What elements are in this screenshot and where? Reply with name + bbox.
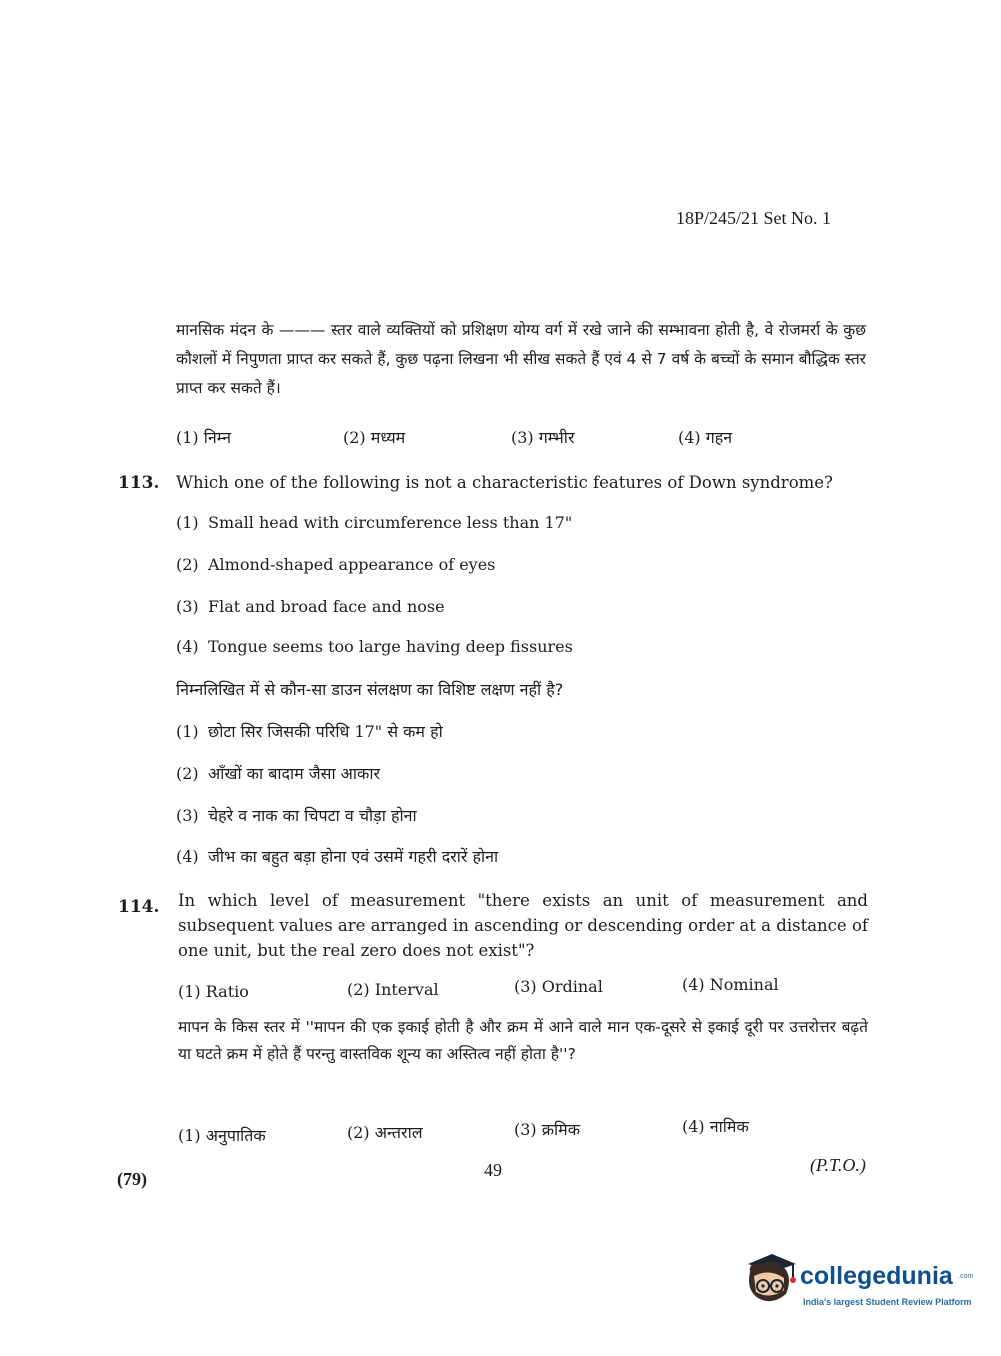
q114-hi-option-1: (1) अनुपातिक (178, 1126, 266, 1145)
page-number: 49 (484, 1160, 502, 1180)
q112-hindi-text: मानसिक मंदन के ——— स्तर वाले व्यक्तियों को प्रशिक्षण योग्य वर्ग में रखे जाने की सम्भावना होती है, वे रोजमर्रा के कुछ कौशलों में निपुणता प्राप्त कर सकते हैं, कुछ पढ़ना लिखना भी सीख सकते हैं एवं 4 से 7 वर्ष के बच्चों के समान बौद्धिक स्तर प्राप्त कर सकते हैं। (176, 321, 866, 397)
q114-hi-option-2: (2) अन्तराल (347, 1123, 423, 1142)
q113-number: 113. (118, 473, 160, 493)
q113-hi-option-4: (4) जीभ का बहुत बड़ा होना एवं उसमें गहरी दरारें होना (176, 847, 499, 866)
set-number: 18P/245/21 Set No. 1 (676, 208, 832, 228)
q114-en-option-1: (1) Ratio (178, 982, 249, 1001)
q112-option-1: (1) निम्न (176, 428, 232, 447)
footer-code: (79) (117, 1169, 147, 1189)
q113-hi-option-3: (3) चेहरे व नाक का चिपटा व चौड़ा होना (176, 806, 417, 825)
q113-question-en: Which one of the following is not a characteristic features of Down syndrome? (176, 473, 833, 492)
collegedunia-logo-suffix: .com (958, 1273, 974, 1280)
q114-question-en: In which level of measurement "there exists an unit of measurement and subsequent values are arranged in ascending or descending order at a distance of one unit, but the real zero does not exist"? (178, 891, 868, 960)
q113-en-option-4: (4) Tongue seems too large having deep fissures (176, 637, 573, 656)
q114-hi-option-3: (3) क्रमिक (514, 1120, 581, 1139)
q112-option-2: (2) मध्यम (343, 428, 406, 447)
q113-en-option-1: (1) Small head with circumference less than 17" (176, 513, 573, 532)
q113-hi-option-1: (1) छोटा सिर जिसकी परिधि 17" से कम हो (176, 722, 443, 741)
q113-question-hi: निम्नलिखित में से कौन-सा डाउन संलक्षण का विशिष्ट लक्षण नहीं है? (176, 680, 564, 699)
q112-option-4: (4) गहन (678, 428, 733, 447)
q113-en-option-2: (2) Almond-shaped appearance of eyes (176, 555, 496, 574)
q113-en-option-3: (3) Flat and broad face and nose (176, 597, 445, 616)
q112-option-3: (3) गम्भीर (511, 428, 575, 447)
q114-hi-option-4: (4) नामिक (682, 1117, 749, 1136)
q114-number: 114. (118, 897, 160, 917)
q114-en-option-3: (3) Ordinal (514, 977, 603, 996)
collegedunia-tagline: India's largest Student Review Platform (803, 1297, 972, 1307)
q114-en-option-4: (4) Nominal (682, 975, 779, 994)
collegedunia-mascot-icon (742, 1250, 798, 1310)
q114-en-option-2: (2) Interval (347, 980, 439, 999)
pto-label: (P.T.O.) (810, 1155, 866, 1175)
q113-hi-option-2: (2) आँखों का बादाम जैसा आकार (176, 764, 381, 783)
collegedunia-logo-text: collegedunia (800, 1262, 953, 1290)
q114-question-hi: मापन के किस स्तर में ''मापन की एक इकाई होती है और क्रम में आने वाले मान एक-दूसरे से इकाई दूरी पर उत्तरोत्तर बढ़ते या घटते क्रम में होते हैं परन्तु वास्तविक शून्य का अस्तित्व नहीं होता है''? (178, 1018, 868, 1063)
